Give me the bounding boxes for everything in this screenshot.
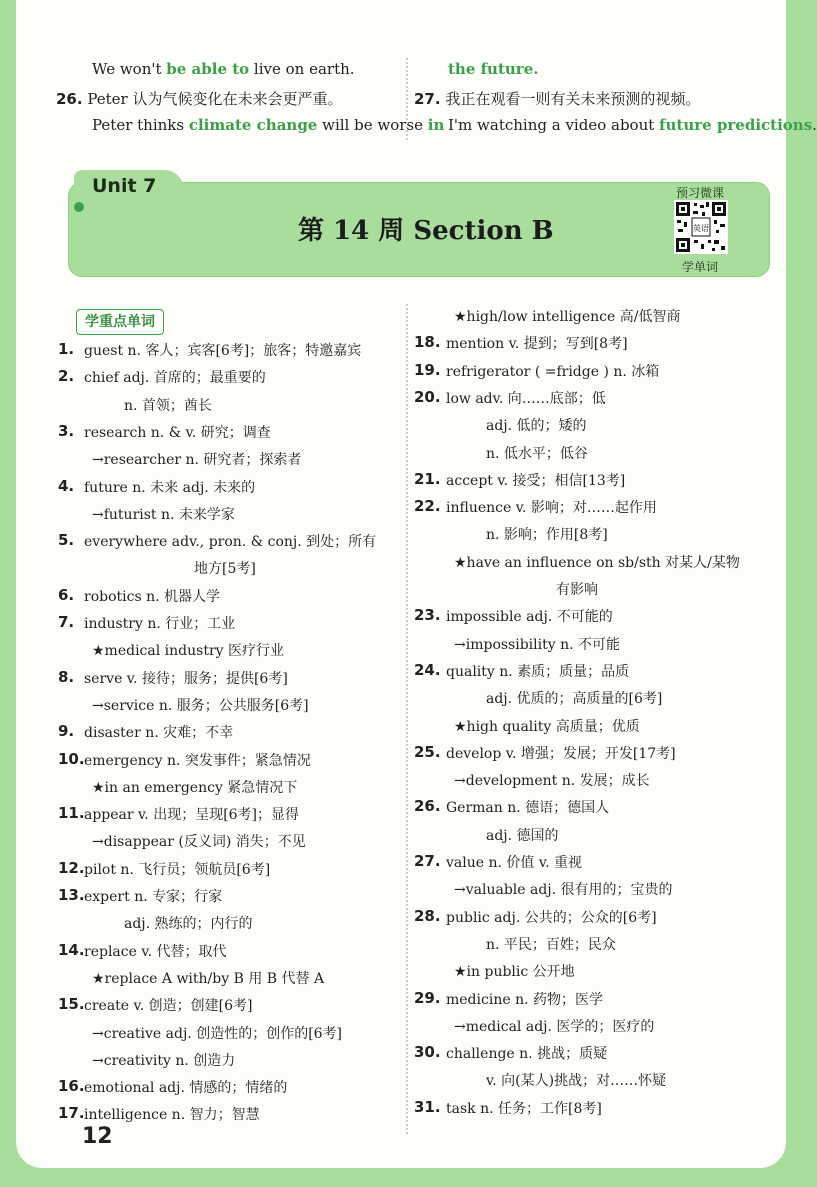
- item-26: [56, 88, 343, 109]
- entry-number: 18.: [414, 333, 441, 352]
- entry-text: adj. 德国的: [486, 827, 559, 844]
- entry-number: 9.: [58, 722, 75, 741]
- entry-number: 14.: [58, 940, 85, 959]
- entry-text: →medical adj. 医学的；医疗的: [454, 1018, 655, 1035]
- entry-text: task n. 任务；工作[8考]: [446, 1100, 602, 1117]
- entry-number: 8.: [58, 667, 75, 686]
- entry-text: industry n. 行业；工业: [84, 616, 236, 632]
- entry-text: ★high/low intelligence 高/低智商: [454, 309, 681, 325]
- entry-text: influence v. 影响；对……起作用: [446, 500, 657, 517]
- entry-text: →service n. 服务；公共服务[6考]: [92, 697, 309, 714]
- entry-text: develop v. 增强；发展；开发[17考]: [446, 745, 676, 762]
- entry-text: ★replace A with/by B 用 B 代替 A: [92, 970, 325, 987]
- entry-number: 7.: [58, 613, 75, 631]
- entry-number: 11.: [58, 804, 85, 823]
- chinese-sentence: Peter 认为气候变化在未来会更严重。: [87, 90, 343, 108]
- entry-text: →disappear (反义词) 消失；不见: [92, 834, 306, 851]
- highlight: future predictions: [659, 116, 813, 134]
- entry-text: →development n. 发展；成长: [454, 773, 650, 790]
- entry-text: disaster n. 灾难；不幸: [84, 725, 234, 742]
- entry-number: 2.: [58, 367, 75, 386]
- entry-number: 1.: [58, 340, 75, 358]
- entry-text: adj. 低的；矮的: [486, 418, 587, 435]
- entry-text: mention v. 提到；写到[8考]: [446, 336, 628, 353]
- entry-number: 10.: [58, 749, 85, 768]
- entry-number: 29.: [414, 988, 441, 1007]
- entry-text: low adv. 向……底部；低: [446, 390, 606, 407]
- qr-center-label: 英语: [693, 224, 709, 233]
- entry-number: 20.: [414, 387, 441, 406]
- entry-text: intelligence n. 智力；智慧: [84, 1107, 260, 1124]
- entry-text: ★in public 公开地: [454, 964, 575, 981]
- tab-dot: [74, 202, 84, 212]
- entry-text: emotional adj. 情感的；情绪的: [84, 1080, 288, 1097]
- text: will be worse: [317, 116, 428, 134]
- entry-number: 4.: [58, 476, 75, 495]
- page-number: 12: [82, 1124, 113, 1149]
- highlight: in: [427, 116, 445, 134]
- entry-number: 3.: [58, 421, 75, 440]
- text: live on earth.: [249, 60, 355, 78]
- text: I'm watching a video about: [448, 116, 660, 134]
- entry-text: →creative adj. 创造性的；创作的[6考]: [92, 1025, 343, 1042]
- entry-number: 24.: [414, 660, 441, 679]
- column-divider: [406, 304, 408, 1134]
- qr-code-icon[interactable]: [674, 200, 728, 254]
- entry-text: 地方[5考]: [194, 561, 256, 578]
- page: [16, 0, 817, 1168]
- entry-text: ★have an influence on sb/sth 对某人/某物: [454, 554, 740, 571]
- entry-text: ★medical industry 医疗行业: [92, 643, 285, 660]
- entry-text: appear v. 出现；呈现[6考]；显得: [84, 807, 300, 824]
- qr-top-label: 预习微课: [676, 186, 725, 200]
- top-sentence-line: [92, 60, 355, 78]
- item-number: 26.: [56, 90, 83, 108]
- entry-number: 21.: [414, 469, 441, 488]
- entry-number: 28.: [414, 906, 441, 925]
- entry-text: medicine n. 药物；医学: [446, 991, 603, 1008]
- entry-number: 27.: [414, 852, 441, 870]
- entry-text: German n. 德语；德国人: [446, 800, 610, 817]
- chinese-sentence: 我正在观看一则有关未来预测的视频。: [445, 90, 701, 108]
- entry-number: 16.: [58, 1077, 85, 1096]
- entry-text: chief adj. 首席的；最重要的: [84, 370, 266, 387]
- entry-text: 有影响: [556, 582, 598, 598]
- item-26-answer: [92, 116, 444, 134]
- entry-number: 12.: [58, 858, 85, 877]
- column-divider: [406, 58, 408, 140]
- entry-text: serve v. 接待；服务；提供[6考]: [84, 670, 288, 687]
- entry-text: ★high quality 高质量；优质: [454, 718, 640, 735]
- item-27: [414, 88, 700, 109]
- qr-bottom-label: 学单词: [682, 260, 719, 274]
- entry-number: 6.: [58, 585, 75, 604]
- entry-text: future n. 未来 adj. 未来的: [84, 479, 256, 496]
- text: .: [812, 116, 817, 134]
- entry-number: 22.: [414, 497, 441, 516]
- highlight: climate change: [188, 116, 318, 134]
- entry-text: quality n. 素质；质量；品质: [446, 663, 630, 680]
- entry-text: accept v. 接受；相信[13考]: [446, 472, 626, 489]
- entry-text: n. 首领；酋长: [124, 397, 212, 414]
- entry-number: 19.: [414, 360, 441, 379]
- unit-tab: Unit 7: [74, 170, 184, 202]
- entry-text: v. 向(某人)挑战；对……怀疑: [486, 1073, 667, 1090]
- text: Peter thinks: [92, 116, 189, 134]
- entry-number: 5.: [58, 531, 75, 550]
- entry-number: 23.: [414, 606, 441, 625]
- entry-number: 30.: [414, 1043, 441, 1062]
- highlight: the future.: [448, 60, 539, 78]
- highlight: be able to: [166, 60, 250, 78]
- entry-text: n. 影响；作用[8考]: [486, 527, 608, 544]
- entry-text: guest n. 客人；宾客[6考]；旅客；特邀嘉宾: [84, 343, 362, 359]
- entry-text: adj. 优质的；高质量的[6考]: [486, 691, 663, 708]
- item-27-answer: [448, 116, 817, 134]
- entry-text: challenge n. 挑战；质疑: [446, 1046, 608, 1063]
- entry-text: impossible adj. 不可能的: [446, 609, 613, 626]
- entry-text: n. 平民；百姓；民众: [486, 936, 616, 953]
- section-tag: 学重点单词: [76, 309, 164, 335]
- entry-number: 13.: [58, 886, 85, 904]
- entry-text: →futurist n. 未来学家: [92, 506, 235, 523]
- entry-text: replace v. 代替；取代: [84, 943, 227, 960]
- entry-text: emergency n. 突发事件；紧急情况: [84, 752, 311, 769]
- entry-text: expert n. 专家；行家: [84, 889, 223, 905]
- entry-number: 31.: [414, 1097, 441, 1116]
- entry-text: everywhere adv., pron. & conj. 到处；所有: [84, 534, 377, 551]
- entry-text: ★in an emergency 紧急情况下: [92, 779, 298, 796]
- entry-number: 26.: [414, 797, 441, 816]
- entry-text: pilot n. 飞行员；领航员[6考]: [84, 861, 271, 878]
- entry-text: research n. & v. 研究；调查: [84, 424, 271, 441]
- entry-text: robotics n. 机器人学: [84, 588, 221, 605]
- entry-text: public adj. 公共的；公众的[6考]: [446, 909, 657, 926]
- entry-text: create v. 创造；创建[6考]: [84, 998, 253, 1015]
- entry-text: value n. 价值 v. 重视: [446, 855, 583, 871]
- entry-number: 25.: [414, 742, 441, 761]
- entry-number: 15.: [58, 995, 85, 1014]
- entry-text: n. 低水平；低谷: [486, 445, 588, 462]
- week-title: 第 14 周 Section B: [298, 216, 554, 246]
- top-sentence-line-right: [448, 60, 538, 78]
- entry-text: →creativity n. 创造力: [92, 1052, 236, 1069]
- entry-text: →researcher n. 研究者；探索者: [92, 452, 302, 469]
- entry-text: →impossibility n. 不可能: [454, 636, 621, 653]
- text: We won't: [92, 60, 167, 78]
- entry-text: →valuable adj. 很有用的；宝贵的: [454, 882, 673, 899]
- item-number: 27.: [414, 90, 441, 108]
- entry-number: 17.: [58, 1104, 85, 1123]
- entry-text: adj. 熟练的；内行的: [124, 916, 253, 933]
- entry-text: refrigerator ( =fridge ) n. 冰箱: [446, 363, 660, 380]
